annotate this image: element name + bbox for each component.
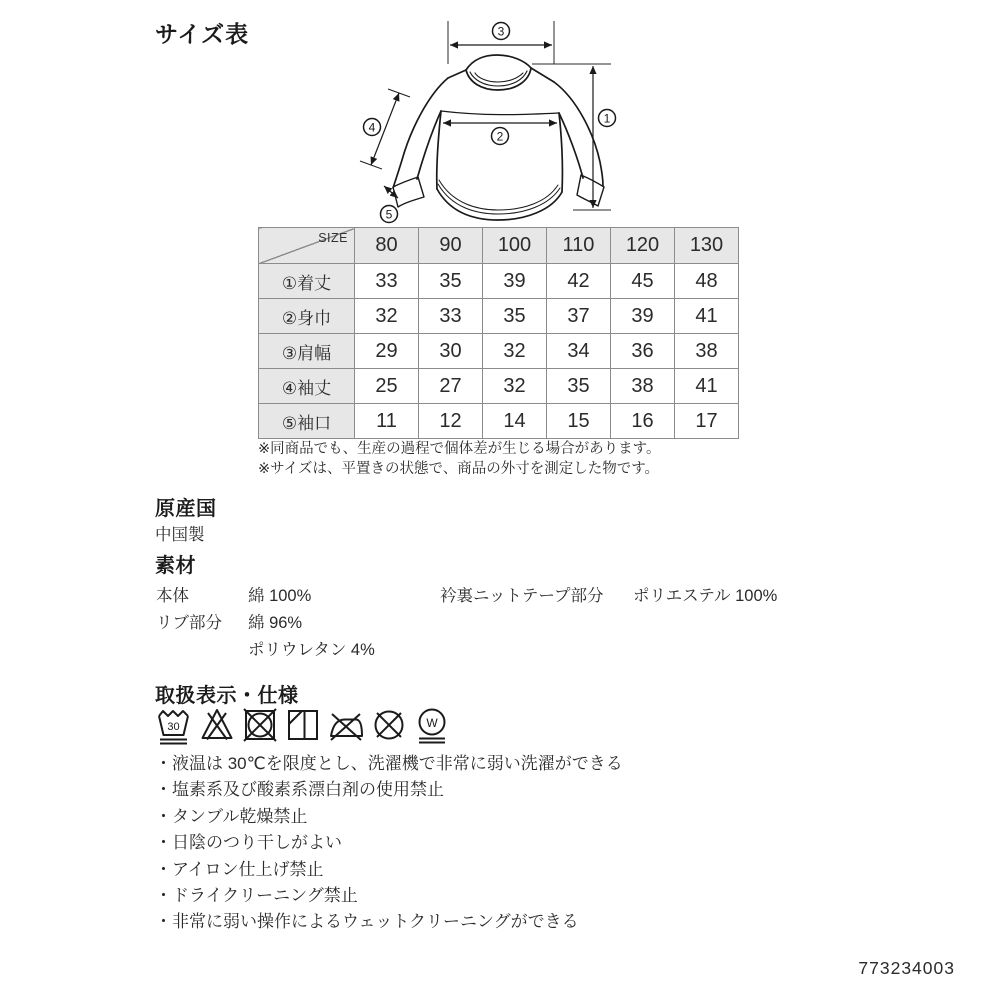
material-part: リブ部分	[156, 614, 222, 632]
page-title: サイズ表	[155, 21, 250, 47]
cell: 32	[483, 334, 547, 369]
wash-30-very-gentle-icon	[157, 707, 191, 747]
product-number: 773234003	[858, 958, 955, 978]
table-row	[259, 299, 739, 334]
cell: 17	[675, 404, 739, 439]
material-composition: ポリウレタン 4%	[248, 641, 375, 659]
size-table-header-row	[259, 228, 739, 264]
cell: 29	[355, 334, 419, 369]
svg-text:4: 4	[368, 120, 376, 135]
material-composition: 綿 96%	[248, 614, 303, 632]
cell: 33	[355, 264, 419, 299]
table-row	[259, 334, 739, 369]
row-label: ⑤袖口	[259, 404, 355, 439]
cell: 32	[355, 299, 419, 334]
row-label: ②身巾	[259, 299, 355, 334]
cell: 12	[419, 404, 483, 439]
cell: 30	[419, 334, 483, 369]
col-header: 80	[355, 228, 419, 264]
cell: 37	[547, 299, 611, 334]
material-part: 本体	[156, 587, 189, 605]
size-notes	[258, 439, 661, 479]
cell: 39	[611, 299, 675, 334]
extension-guide-lines	[448, 21, 611, 210]
col-header: 130	[675, 228, 739, 264]
label-body-width	[492, 128, 509, 145]
row-label: ③肩幅	[259, 334, 355, 369]
cell: 34	[547, 334, 611, 369]
svg-text:W: W	[426, 716, 438, 730]
col-header: 120	[611, 228, 675, 264]
row-label: ④袖丈	[259, 369, 355, 404]
col-header: 110	[547, 228, 611, 264]
note-line: ※サイズは、平置きの状態で、商品の外寸を測定した物です。	[258, 461, 660, 477]
cell: 27	[419, 369, 483, 404]
cell: 36	[611, 334, 675, 369]
cell: 35	[547, 369, 611, 404]
cell: 45	[611, 264, 675, 299]
svg-text:1: 1	[603, 111, 611, 126]
material-heading: 素材	[155, 555, 196, 577]
cell: 14	[483, 404, 547, 439]
label-cuff-width	[381, 206, 398, 223]
cell: 25	[355, 369, 419, 404]
label-sleeve-length	[364, 119, 381, 136]
cell: 38	[675, 334, 739, 369]
no-dry-clean-icon	[372, 707, 406, 747]
cell: 33	[419, 299, 483, 334]
cell: 35	[419, 264, 483, 299]
cell: 35	[483, 299, 547, 334]
svg-text:3: 3	[497, 24, 505, 39]
no-bleach-icon	[200, 707, 234, 747]
row-label: ①着丈	[259, 264, 355, 299]
table-row	[259, 404, 739, 439]
no-tumble-dry-icon	[243, 707, 277, 747]
cell: 48	[675, 264, 739, 299]
label-body-length	[599, 110, 616, 127]
care-instruction: ・日陰のつり干しがよい	[155, 833, 342, 853]
cell: 15	[547, 404, 611, 439]
no-iron-icon	[329, 707, 363, 747]
care-instruction: ・塩素系及び酸素系漂白剤の使用禁止	[155, 780, 444, 800]
cell: 38	[611, 369, 675, 404]
size-table	[258, 227, 739, 439]
col-header: 100	[483, 228, 547, 264]
care-instruction: ・ドライクリーニング禁止	[155, 886, 358, 906]
cell: 41	[675, 299, 739, 334]
note-line: ※同商品でも、生産の過程で個体差が生じる場合があります。	[258, 441, 661, 457]
svg-text:2: 2	[496, 129, 504, 144]
care-symbols-row	[157, 707, 449, 747]
material-part: 衿裏ニットテープ部分	[440, 587, 604, 605]
label-shoulder-width	[493, 23, 510, 40]
col-header: 90	[419, 228, 483, 264]
care-heading: 取扱表示・仕様	[155, 685, 299, 707]
origin-heading: 原産国	[155, 498, 217, 520]
care-instruction: ・液温は 30℃を限度とし、洗濯機で非常に弱い洗濯ができる	[155, 754, 623, 773]
svg-text:30: 30	[167, 721, 180, 733]
care-instruction: ・タンブル乾燥禁止	[155, 806, 308, 826]
cell: 42	[547, 264, 611, 299]
garment-measurement-diagram	[340, 18, 650, 230]
care-instruction: ・非常に弱い操作によるウェットクリーニングができる	[155, 912, 579, 932]
svg-text:5: 5	[385, 207, 393, 222]
corner-size-label: SIZE	[318, 231, 348, 245]
care-instruction-list	[155, 751, 623, 936]
cell: 16	[611, 404, 675, 439]
material-composition: 綿 100%	[248, 587, 312, 605]
shade-hang-dry-icon	[286, 707, 320, 747]
cell: 11	[355, 404, 419, 439]
table-row	[259, 369, 739, 404]
cell: 39	[483, 264, 547, 299]
table-row	[259, 264, 739, 299]
origin-value: 中国製	[155, 526, 205, 544]
wet-clean-very-gentle-icon	[415, 707, 449, 747]
size-table-corner-cell	[259, 228, 355, 264]
cell: 32	[483, 369, 547, 404]
care-instruction: ・アイロン仕上げ禁止	[155, 859, 324, 879]
cell: 41	[675, 369, 739, 404]
material-composition: ポリエステル 100%	[633, 587, 778, 605]
